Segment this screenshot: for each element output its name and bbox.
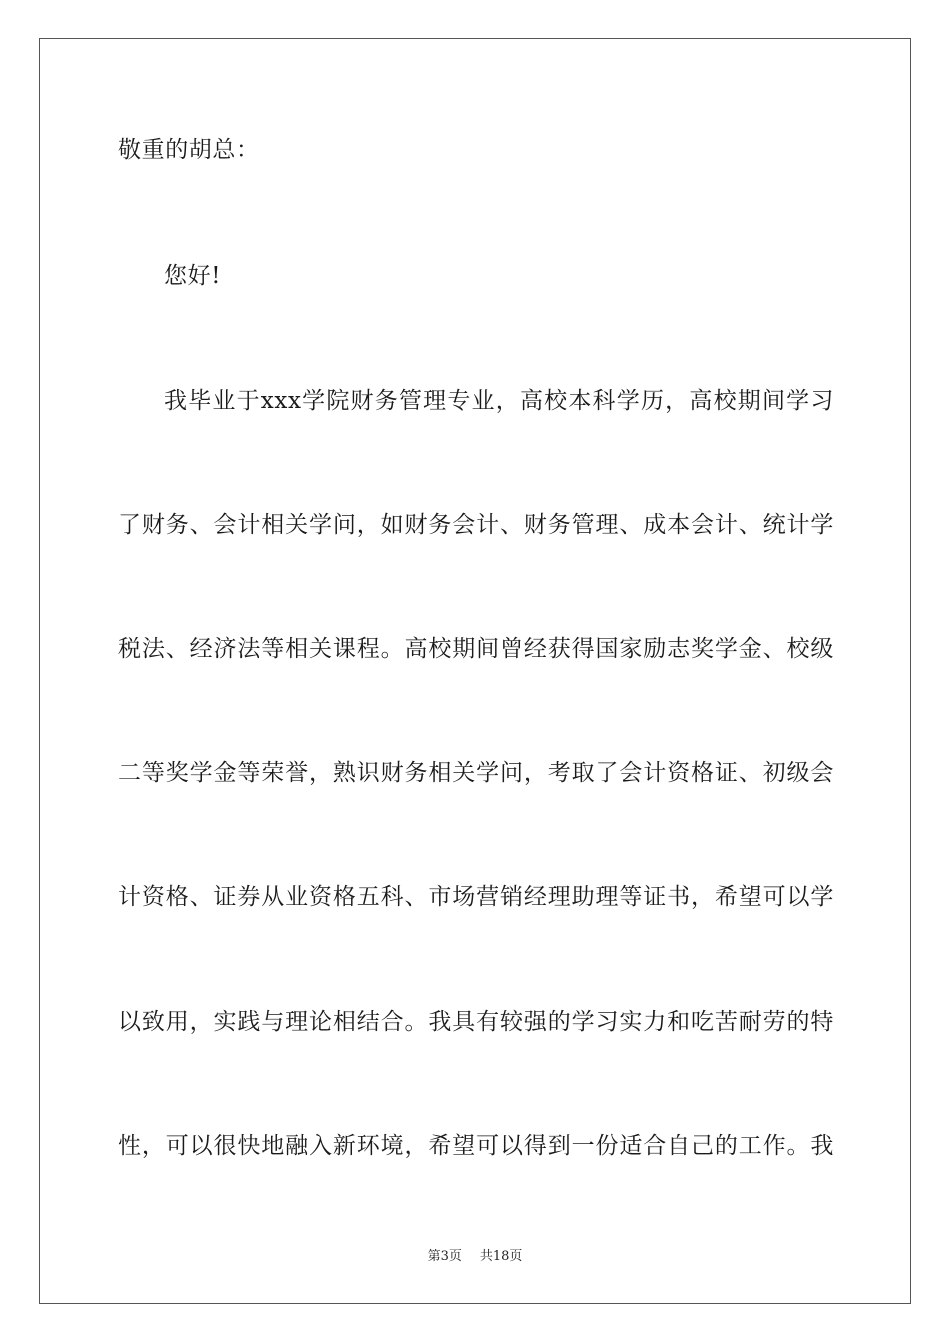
paragraph-line: 了财务、会计相关学问，如财务会计、财务管理、成本会计、统计学 [118,512,834,538]
paragraph-line: 税法、经济法等相关课程。高校期间曾经获得国家励志奖学金、校级 [118,636,834,662]
paragraph-line: 性，可以很快地融入新环境，希望可以得到一份适合自己的工作。我 [118,1133,834,1159]
page-footer [0,1248,950,1266]
salutation-line: 敬重的胡总： [118,137,260,163]
page-border [39,38,911,1304]
paragraph-line: 计资格、证券从业资格五科、市场营销经理助理等证书，希望可以学 [118,884,834,910]
greeting-line: 您好! [164,263,222,289]
page-total: 共18页 [479,1249,523,1264]
paragraph-line: 以致用，实践与理论相结合。我具有较强的学习实力和吃苦耐劳的特 [118,1009,834,1035]
paragraph-line: 二等奖学金等荣誉，熟识财务相关学问，考取了会计资格证、初级会 [118,760,834,786]
paragraph-line: 我毕业于xxx学院财务管理专业，高校本科学历，高校期间学习 [164,388,834,414]
page-number: 第3页 [427,1249,462,1264]
